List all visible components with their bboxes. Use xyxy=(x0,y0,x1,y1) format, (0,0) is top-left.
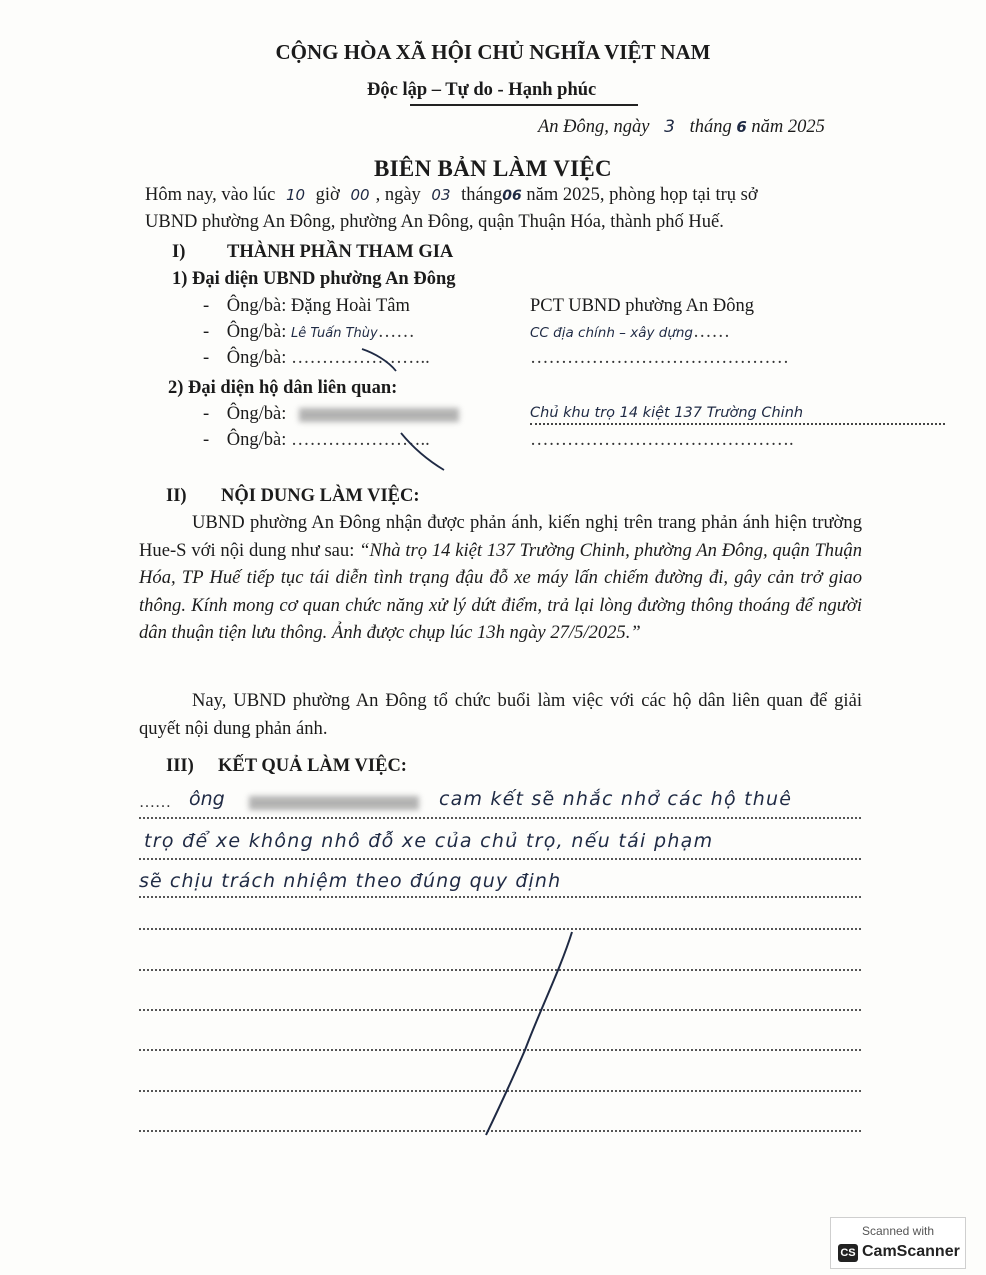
document-title: BIÊN BẢN LÀM VIỆC xyxy=(374,156,612,181)
rep-label: Ông/bà: xyxy=(226,322,287,342)
section-1-heading: THÀNH PHẦN THAM GIA xyxy=(227,242,454,262)
section-1-sub-2: 2) Đại diện hộ dân liên quan: xyxy=(168,378,398,398)
result-handwriting: sẽ chịu trách nhiệm theo đúng quy định xyxy=(139,870,562,892)
rep-label: Ông/bà: xyxy=(226,348,287,368)
intro-text: , ngày xyxy=(375,185,421,205)
redacted-name xyxy=(299,408,459,422)
bullet: - xyxy=(203,296,210,316)
motto: Độc lập – Tự do - Hạnh phúc xyxy=(367,80,597,100)
section-2-heading: NỘI DUNG LÀM VIỆC: xyxy=(221,486,420,506)
section-3-number: III) xyxy=(166,756,194,776)
intro-minute: 00 xyxy=(350,186,370,204)
section-1-number: I) xyxy=(172,242,186,262)
section-3-heading: KẾT QUẢ LÀM VIỆC: xyxy=(218,756,407,776)
country-heading: CỘNG HÒA XÃ HỘI CHỦ NGHĨA VIỆT NAM xyxy=(275,40,711,64)
rep-3-role-blank: …………………………………… xyxy=(530,348,789,368)
place-date-prefix: An Đông, ngày xyxy=(538,117,650,137)
household-2-name-blank: ………………….. xyxy=(291,430,430,450)
badge-scanned-with: Scanned with xyxy=(861,1224,935,1238)
date-year: năm 2025 xyxy=(751,117,825,137)
rep-row-1 xyxy=(203,296,410,317)
household-1-role-wrap xyxy=(530,402,803,423)
rep-label: Ông/bà: xyxy=(226,296,287,316)
rep-label: Ông/bà: xyxy=(226,404,287,424)
result-underline xyxy=(139,817,861,819)
bullet: - xyxy=(203,404,210,424)
dots: …… xyxy=(693,322,730,342)
rep-label: Ông/bà: xyxy=(226,430,287,450)
household-row-2 xyxy=(203,430,430,451)
result-line-3 xyxy=(139,870,879,898)
intro-line-2: UBND phường An Đông, phường An Đông, quận Thuận Hóa, thành phố Huế. xyxy=(145,212,724,232)
household-1-role: Chủ khu trọ 14 kiệt 137 Trường Chinh xyxy=(530,405,804,421)
date-day: 3 xyxy=(664,117,675,137)
badge-brand-name: CamScanner xyxy=(862,1243,960,1260)
rep-1-role: PCT UBND phường An Đông xyxy=(530,296,755,316)
section-2-number: II) xyxy=(166,486,187,506)
bullet: - xyxy=(203,348,210,368)
intro-text: năm 2025, phòng họp tại trụ sở xyxy=(526,185,758,205)
rep-3-name-blank: ………………….. xyxy=(291,348,430,368)
dots: …… xyxy=(139,794,171,811)
result-underline xyxy=(139,858,861,860)
camscanner-logo-icon: CS xyxy=(838,1244,858,1262)
intro-day: 03 xyxy=(431,186,451,204)
redacted-name xyxy=(249,796,419,810)
household-row-1 xyxy=(203,404,459,425)
intro-text: tháng xyxy=(461,185,503,205)
rep-2-role-wrap xyxy=(530,322,730,343)
intro-line-1 xyxy=(145,185,758,206)
strike-mark xyxy=(398,430,448,474)
household-2-role-blank: ……………………………………. xyxy=(530,430,794,450)
bullet: - xyxy=(203,322,210,342)
camscanner-badge xyxy=(830,1217,966,1269)
result-underline xyxy=(139,896,861,898)
date-month-word: tháng xyxy=(689,117,732,137)
intro-text: Hôm nay, vào lúc xyxy=(145,185,276,205)
result-line-1 xyxy=(139,788,879,816)
section-2-paragraph-2: Nay, UBND phường An Đông tổ chức buổi làm việc với các hộ dân liên quan để giải quyết nội dung phản ánh. xyxy=(139,690,862,739)
section-1-sub-1: 1) Đại diện UBND phường An Đông xyxy=(172,269,456,289)
rep-2-role: CC địa chính – xây dựng xyxy=(530,325,693,341)
section-2-paragraph-1 xyxy=(139,509,862,647)
intro-text: giờ xyxy=(315,185,340,205)
date-month: 6 xyxy=(736,118,747,136)
result-handwriting: trọ để xe không nhô đỗ xe của chủ trọ, nếu tái phạm xyxy=(144,830,714,852)
intro-hour: 10 xyxy=(285,186,306,204)
household-1-role-underline xyxy=(530,423,945,425)
result-handwriting: cam kết sẽ nhắc nhở các hộ thuê xyxy=(439,788,793,810)
rep-1-name: Đặng Hoài Tâm xyxy=(291,296,410,316)
rep-row-2 xyxy=(203,322,415,343)
diagonal-strike-mark xyxy=(480,930,580,1140)
motto-underline xyxy=(410,104,638,106)
bullet: - xyxy=(203,430,210,450)
dots: …… xyxy=(377,322,415,342)
result-line-2 xyxy=(139,830,899,858)
complaint-quote: “Nhà trọ 14 kiệt 137 Trường Chinh, phường An Đông, quận Thuận Hóa, TP Huế tiếp tục tái diễn tình trạng đậu đỗ xe máy lấn chiếm đường đi, gây cản trở giao thông. Kính mong cơ quan chức năng xử lý dứt điểm, trả lại lòng đường thông thoáng để người dân thuận tiện lưu thông. Ảnh được chụp lúc 13h ngày 27/5/2025.” xyxy=(139,539,862,643)
paragraph-text: UBND phường An Đông nhận được phản ánh, kiến nghị trên trang phản ánh hiện trường Hue-S với nội dung như sau: xyxy=(139,512,862,561)
result-handwriting: ông xyxy=(189,788,225,810)
rep-2-name: Lê Tuấn Thùy xyxy=(291,326,378,341)
strike-mark xyxy=(360,345,400,375)
intro-month: 06 xyxy=(502,188,522,204)
place-date xyxy=(538,117,825,138)
